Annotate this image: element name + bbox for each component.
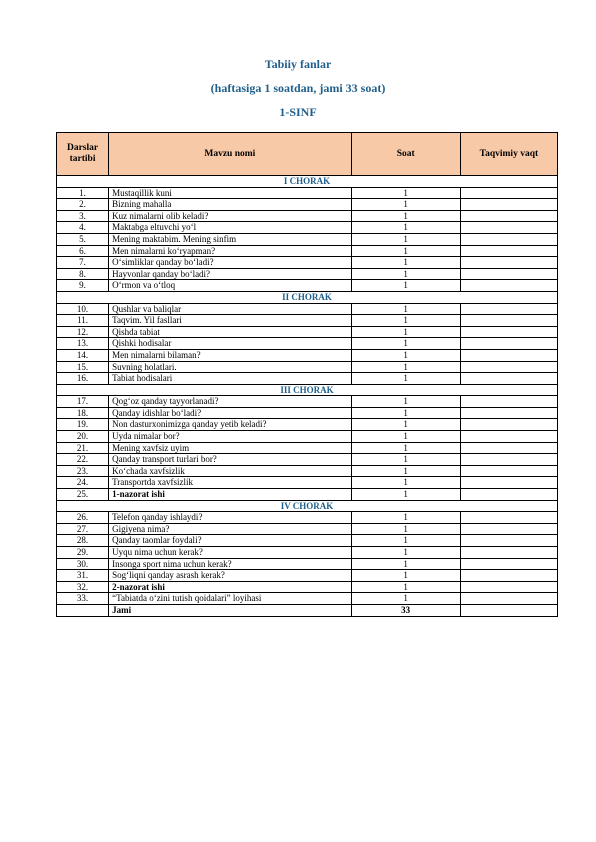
document-subtitle: (haftasiga 1 soatdan, jami 33 soat) — [210, 81, 386, 95]
total-date-cell — [460, 604, 557, 616]
lesson-number: 28. — [57, 535, 109, 547]
lesson-hours: 1 — [351, 512, 460, 524]
total-empty-cell — [57, 604, 109, 616]
lesson-number: 15. — [57, 361, 109, 373]
table-row — [57, 199, 558, 211]
lesson-date-cell — [460, 233, 557, 245]
total-hours: 33 — [351, 604, 460, 616]
lesson-topic: Suvning holatlari. — [109, 361, 351, 373]
lesson-date-cell — [460, 581, 557, 593]
lesson-number: 22. — [57, 454, 109, 466]
lesson-number: 14. — [57, 349, 109, 361]
lesson-topic: O‘simliklar qanday bo‘ladi? — [109, 257, 351, 269]
lesson-date-cell — [460, 454, 557, 466]
table-row — [57, 210, 558, 222]
lesson-hours: 1 — [351, 523, 460, 535]
lesson-date-cell — [460, 373, 557, 385]
lesson-date-cell — [460, 280, 557, 292]
lesson-topic: Qishda tabiat — [109, 326, 351, 338]
table-row — [57, 245, 558, 257]
lesson-hours: 1 — [351, 222, 460, 234]
quarter-label: II CHORAK — [57, 291, 558, 303]
lesson-topic: 2-nazorat ishi — [109, 581, 351, 593]
table-row — [57, 454, 558, 466]
lesson-date-cell — [460, 199, 557, 211]
table-row — [57, 233, 558, 245]
table-row — [57, 187, 558, 199]
lesson-hours: 1 — [351, 465, 460, 477]
lesson-hours: 1 — [351, 547, 460, 559]
lesson-date-cell — [460, 465, 557, 477]
lesson-topic: Men nimalarni bilaman? — [109, 349, 351, 361]
column-header-hours: Soat — [351, 133, 460, 176]
table-row — [57, 570, 558, 582]
lesson-number: 5. — [57, 233, 109, 245]
lesson-number: 13. — [57, 338, 109, 350]
lesson-topic: Uyqu nima uchun kerak? — [109, 547, 351, 559]
lesson-hours: 1 — [351, 210, 460, 222]
lesson-hours: 1 — [351, 373, 460, 385]
table-row — [57, 373, 558, 385]
lesson-hours: 1 — [351, 361, 460, 373]
lesson-number: 17. — [57, 396, 109, 408]
lesson-topic: Bizning mahalla — [109, 199, 351, 211]
lesson-hours: 1 — [351, 233, 460, 245]
lesson-number: 6. — [57, 245, 109, 257]
lesson-hours: 1 — [351, 419, 460, 431]
lesson-number: 7. — [57, 257, 109, 269]
lesson-number: 26. — [57, 512, 109, 524]
table-row — [57, 535, 558, 547]
table-row — [57, 349, 558, 361]
lesson-hours: 1 — [351, 407, 460, 419]
lesson-date-cell — [460, 315, 557, 327]
lesson-number: 18. — [57, 407, 109, 419]
lesson-date-cell — [460, 489, 557, 501]
lesson-hours: 1 — [351, 442, 460, 454]
lesson-date-cell — [460, 222, 557, 234]
lesson-date-cell — [460, 442, 557, 454]
lesson-topic: Mustaqillik kuni — [109, 187, 351, 199]
quarter-label: I CHORAK — [57, 176, 558, 188]
lesson-date-cell — [460, 407, 557, 419]
lesson-topic: Ko‘chada xavfsizlik — [109, 465, 351, 477]
table-row — [57, 257, 558, 269]
lesson-number: 9. — [57, 280, 109, 292]
lesson-hours: 1 — [351, 326, 460, 338]
lesson-number: 32. — [57, 581, 109, 593]
lesson-date-cell — [460, 535, 557, 547]
quarter-label: IV CHORAK — [57, 500, 558, 512]
lesson-hours: 1 — [351, 431, 460, 443]
table-body — [57, 176, 558, 617]
lesson-hours: 1 — [351, 581, 460, 593]
lesson-date-cell — [460, 431, 557, 443]
lesson-date-cell — [460, 396, 557, 408]
quarter-row — [57, 176, 558, 188]
lesson-date-cell — [460, 349, 557, 361]
lesson-date-cell — [460, 303, 557, 315]
lesson-topic: Uyda nimalar bor? — [109, 431, 351, 443]
lesson-hours: 1 — [351, 477, 460, 489]
lesson-topic: “Tabiatda o‘zini tutish qoidalari” loyihasi — [109, 593, 351, 605]
total-label: Jami — [109, 604, 351, 616]
column-header-date: Taqvimiy vaqt — [460, 133, 557, 176]
lesson-hours: 1 — [351, 489, 460, 501]
lesson-hours: 1 — [351, 338, 460, 350]
lesson-number: 24. — [57, 477, 109, 489]
lesson-topic: Mening maktabim. Mening sinfim — [109, 233, 351, 245]
lesson-number: 4. — [57, 222, 109, 234]
lesson-number: 20. — [57, 431, 109, 443]
lesson-hours: 1 — [351, 257, 460, 269]
table-row — [57, 593, 558, 605]
lesson-hours: 1 — [351, 280, 460, 292]
table-row — [57, 419, 558, 431]
lesson-date-cell — [460, 593, 557, 605]
table-row — [57, 489, 558, 501]
table-row — [57, 268, 558, 280]
lesson-date-cell — [460, 523, 557, 535]
lesson-topic: Gigiyena nima? — [109, 523, 351, 535]
lesson-topic: 1-nazorat ishi — [109, 489, 351, 501]
lesson-date-cell — [460, 512, 557, 524]
lesson-hours: 1 — [351, 187, 460, 199]
lesson-topic: Kuz nimalarni olib keladi? — [109, 210, 351, 222]
lesson-number: 12. — [57, 326, 109, 338]
table-row — [57, 523, 558, 535]
lesson-topic: Qushlar va baliqlar — [109, 303, 351, 315]
lesson-hours: 1 — [351, 558, 460, 570]
lesson-number: 25. — [57, 489, 109, 501]
lesson-topic: Telefon qanday ishlaydi? — [109, 512, 351, 524]
lesson-number: 19. — [57, 419, 109, 431]
table-row — [57, 315, 558, 327]
lesson-hours: 1 — [351, 396, 460, 408]
lesson-date-cell — [460, 477, 557, 489]
document-title: Tabiiy fanlar — [264, 57, 332, 71]
table-row — [57, 581, 558, 593]
lesson-hours: 1 — [351, 593, 460, 605]
lesson-date-cell — [460, 419, 557, 431]
lesson-topic: Qishki hodisalar — [109, 338, 351, 350]
lesson-hours: 1 — [351, 454, 460, 466]
lesson-topic: Qanday idishlar bo‘ladi? — [109, 407, 351, 419]
table-row — [57, 431, 558, 443]
lesson-number: 33. — [57, 593, 109, 605]
lesson-topic: Mening xavfsiz uyim — [109, 442, 351, 454]
lesson-topic: Taqvim. Yil fasllari — [109, 315, 351, 327]
lesson-hours: 1 — [351, 349, 460, 361]
lesson-topic: Non dasturxonimizga qanday yetib keladi? — [109, 419, 351, 431]
lesson-topic: Qanday transport turlari bor? — [109, 454, 351, 466]
lesson-date-cell — [460, 210, 557, 222]
lesson-hours: 1 — [351, 535, 460, 547]
lesson-topic: Hayvonlar qanday bo‘ladi? — [109, 268, 351, 280]
lesson-date-cell — [460, 326, 557, 338]
lesson-topic: Sog‘liqni qanday asrash kerak? — [109, 570, 351, 582]
lesson-number: 30. — [57, 558, 109, 570]
table-row — [57, 361, 558, 373]
lesson-hours: 1 — [351, 570, 460, 582]
table-row — [57, 303, 558, 315]
lesson-topic: Insonga sport nima uchun kerak? — [109, 558, 351, 570]
lesson-date-cell — [460, 361, 557, 373]
table-header-row — [57, 133, 558, 176]
table-row — [57, 222, 558, 234]
table-row — [57, 396, 558, 408]
lesson-date-cell — [460, 245, 557, 257]
lesson-number: 1. — [57, 187, 109, 199]
lesson-number: 31. — [57, 570, 109, 582]
grade-label: 1-SINF — [279, 105, 317, 119]
lesson-topic: Qanday taomlar foydali? — [109, 535, 351, 547]
table-row — [57, 547, 558, 559]
lesson-date-cell — [460, 257, 557, 269]
quarter-row — [57, 291, 558, 303]
table-row — [57, 338, 558, 350]
lesson-date-cell — [460, 558, 557, 570]
table-row — [57, 512, 558, 524]
table-row — [57, 477, 558, 489]
lesson-number: 16. — [57, 373, 109, 385]
table-row — [57, 326, 558, 338]
table-row — [57, 558, 558, 570]
lesson-topic: Tabiat hodisalari — [109, 373, 351, 385]
column-header-order: Darslar tartibi — [57, 133, 109, 176]
lesson-date-cell — [460, 570, 557, 582]
lesson-number: 27. — [57, 523, 109, 535]
table-row — [57, 407, 558, 419]
lesson-number: 3. — [57, 210, 109, 222]
lesson-date-cell — [460, 268, 557, 280]
lesson-date-cell — [460, 338, 557, 350]
table-row — [57, 280, 558, 292]
lesson-topic: Transportda xavfsizlik — [109, 477, 351, 489]
lesson-hours: 1 — [351, 199, 460, 211]
lesson-date-cell — [460, 187, 557, 199]
column-header-topic: Mavzu nomi — [109, 133, 351, 176]
lesson-topic: Men nimalarni ko‘ryapman? — [109, 245, 351, 257]
curriculum-table — [56, 132, 558, 617]
quarter-row — [57, 500, 558, 512]
quarter-label: III CHORAK — [57, 384, 558, 396]
lesson-number: 11. — [57, 315, 109, 327]
lesson-number: 29. — [57, 547, 109, 559]
lesson-number: 10. — [57, 303, 109, 315]
table-row — [57, 465, 558, 477]
lesson-topic: Maktabga eltuvchi yo‘l — [109, 222, 351, 234]
lesson-topic: Qog‘oz qanday tayyorlanadi? — [109, 396, 351, 408]
lesson-date-cell — [460, 547, 557, 559]
lesson-number: 2. — [57, 199, 109, 211]
lesson-hours: 1 — [351, 268, 460, 280]
lesson-hours: 1 — [351, 245, 460, 257]
lesson-number: 8. — [57, 268, 109, 280]
lesson-number: 23. — [57, 465, 109, 477]
table-row — [57, 442, 558, 454]
lesson-topic: O‘rmon va o‘tloq — [109, 280, 351, 292]
quarter-row — [57, 384, 558, 396]
lesson-number: 21. — [57, 442, 109, 454]
lesson-hours: 1 — [351, 303, 460, 315]
lesson-hours: 1 — [351, 315, 460, 327]
total-row — [57, 604, 558, 616]
